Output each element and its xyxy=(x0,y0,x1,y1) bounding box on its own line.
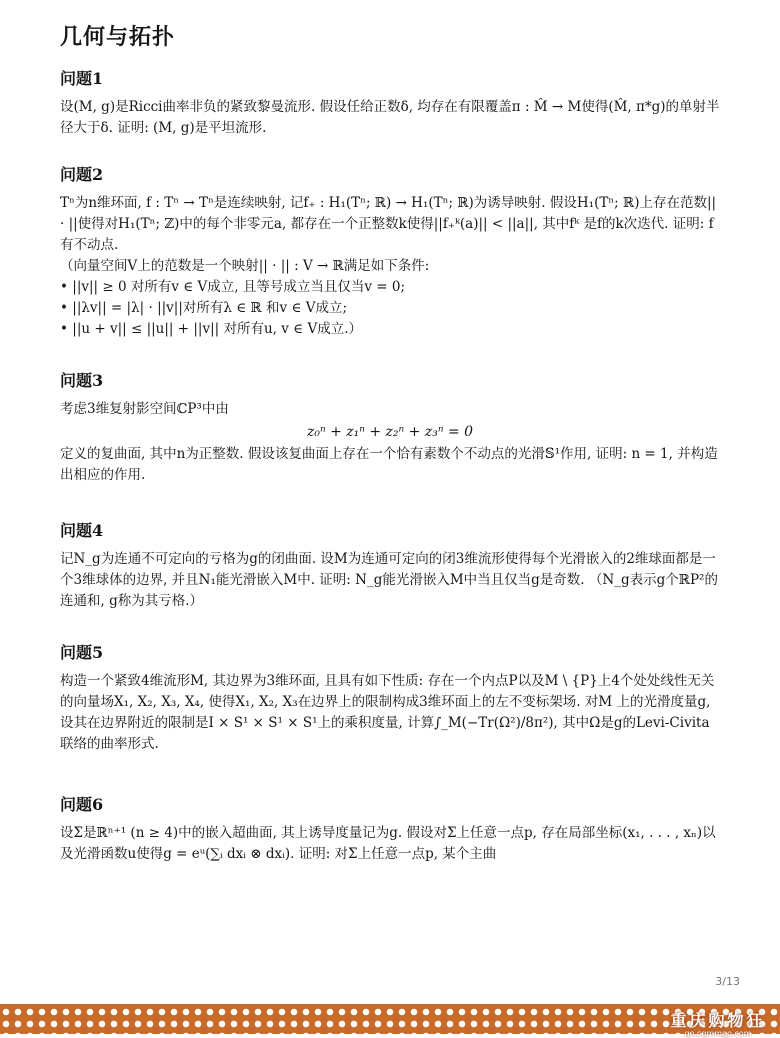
page-number: 3/13 xyxy=(715,975,740,988)
list-item: • ||λv|| = |λ| · ||v||对所有λ ∈ ℝ 和v ∈ V成立; xyxy=(60,300,348,316)
list-item: • ||v|| ≥ 0 对所有v ∈ V成立, 且等号成立当且仅当v = 0; xyxy=(60,279,406,295)
list-item-text: ||u + v|| ≤ ||u|| + ||v|| 对所有u, v ∈ V成立.） xyxy=(72,321,362,337)
problem-text: 记N_g为连通不可定向的亏格为g的闭曲面. 设M为连通可定向的闭3维流形使得每个光滑嵌入的2维球面都是一个3维球体的边界, 并且N₁能光滑嵌入M中. 证明: N_g能光滑嵌入M中当且仅当g是奇数. （N_g表示g个ℝP²的连通和, g称为其亏格.） xyxy=(60,551,718,609)
problem-6 xyxy=(60,792,720,865)
problem-text: 设(M, g)是Ricci曲率非负的紧致黎曼流形. 假设任给正数δ, 均存在有限覆盖π : M̂ → M使得(M̂, π*g)的单射半径大于δ. 证明: (M, g)是平坦流形. xyxy=(60,99,720,136)
problem-heading: 问题5 xyxy=(60,643,104,662)
equation: z₀ⁿ + z₁ⁿ + z₂ⁿ + z₃ⁿ = 0 xyxy=(306,424,474,440)
problem-text: 设Σ是ℝⁿ⁺¹ (n ≥ 4)中的嵌入超曲面, 其上诱导度量记为g. 假设对Σ上任意一点p, 存在局部坐标(x₁, . . . , xₙ)以及光滑函数u使得g = eᵘ(∑ᵢ dxᵢ ⊗ dxᵢ). 证明: 对Σ上任意一点p, 某个主曲 xyxy=(60,825,716,862)
problem-intro: 考虑3维复射影空间ℂP³中由 xyxy=(60,401,229,417)
problem-heading: 问题1 xyxy=(60,69,104,88)
problem-heading: 问题2 xyxy=(60,165,104,184)
problem-text: 定义的复曲面, 其中n为正整数. 假设该复曲面上存在一个恰有素数个不动点的光滑𝕊¹作用, 证明: n = 1, 并构造出相应的作用. xyxy=(60,446,718,483)
problem-1 xyxy=(60,66,720,139)
watermark-brand: 重庆购物狂 xyxy=(670,1011,766,1030)
problem-5 xyxy=(60,640,720,755)
problem-3 xyxy=(60,368,720,486)
watermark-domain: go.cqmmgo.com xyxy=(684,1029,752,1038)
problem-heading: 问题6 xyxy=(60,795,104,814)
problem-4 xyxy=(60,518,720,612)
problem-text: Tⁿ为n维环面, f : Tⁿ → Tⁿ是连续映射, 记f₊ : H₁(Tⁿ; ℝ) → H₁(Tⁿ; ℝ)为诱导映射. 假设H₁(Tⁿ; ℝ)上存在范数|| · ||使得对H₁(Tⁿ; ℤ)中的每个非零元a, 都存在一个正整数k使得||f₊ᵏ(a)|| < ||a||, 其中fᵏ 是f的k次迭代. 证明: f有不动点. xyxy=(60,195,717,253)
page-title: 几何与拓扑 xyxy=(60,24,176,50)
list-item-text: ||v|| ≥ 0 对所有v ∈ V成立, 且等号成立当且仅当v = 0; xyxy=(72,279,406,295)
problem-text: 构造一个紧致4维流形M, 其边界为3维环面, 且具有如下性质: 存在一个内点P以及M \ {P}上4个处处线性无关的向量场X₁, X₂, X₃, X₄, 使得X₁, X₂, X₃在边界上的限制构成3维环面上的左不变标架场. 对M 上的光滑度量g, 设其在边界附近的限制是I × S¹ × S¹ × S¹上的乘积度量, 计算∫_M(−Tr(Ω²)/8π²), 其中Ω是g的Levi-Civita联络的曲率形式. xyxy=(60,673,715,752)
problem-heading: 问题3 xyxy=(60,371,104,390)
list-item: • ||u + v|| ≤ ||u|| + ||v|| 对所有u, v ∈ V成立.） xyxy=(60,321,362,337)
problem-2 xyxy=(60,162,720,340)
list-item-text: ||λv|| = |λ| · ||v||对所有λ ∈ ℝ 和v ∈ V成立; xyxy=(72,300,348,316)
problem-note: （向量空间V上的范数是一个映射|| · || : V → ℝ满足如下条件: xyxy=(60,258,430,274)
problem-heading: 问题4 xyxy=(60,521,104,540)
